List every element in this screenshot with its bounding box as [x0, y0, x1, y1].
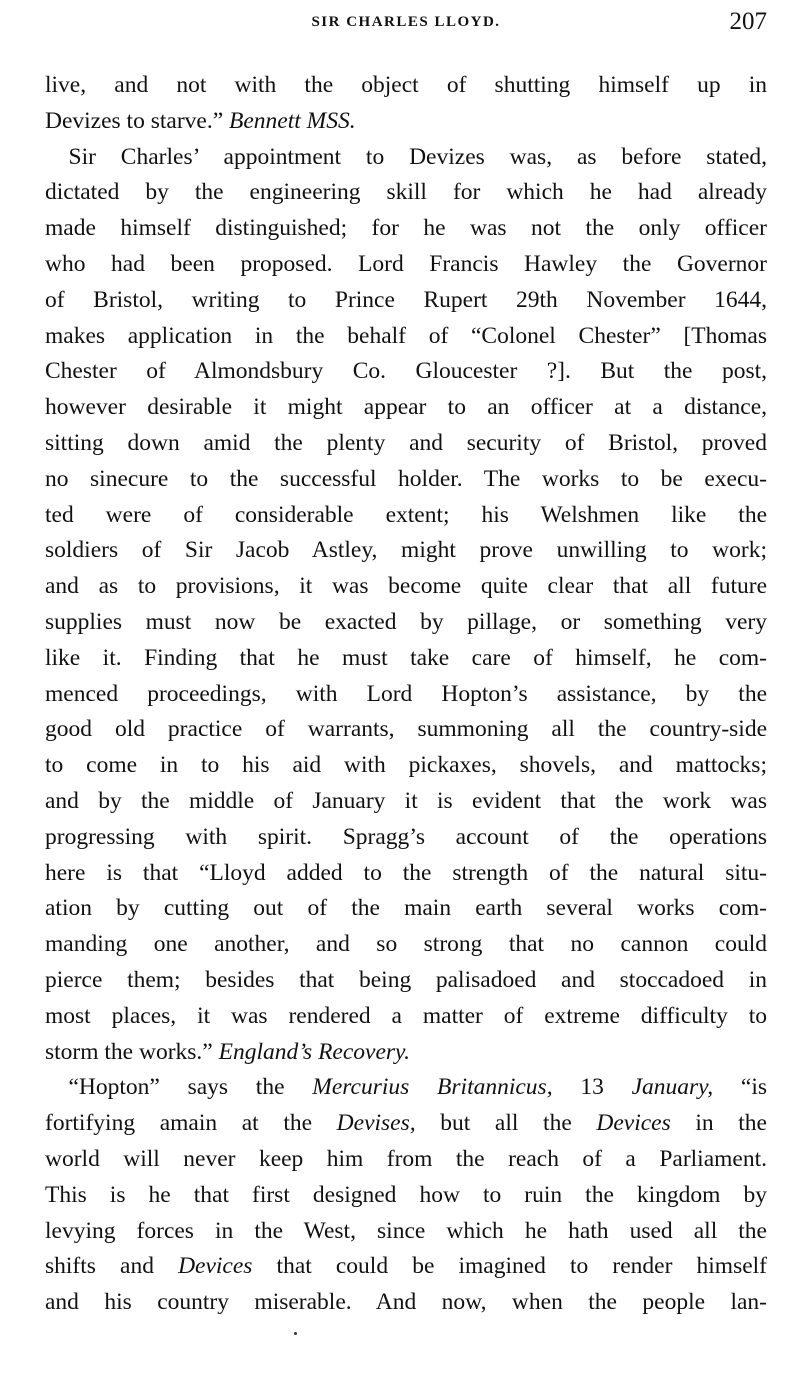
text-segment: soldiers of Sir Jacob Astley, might prove unwilling to work;	[45, 537, 767, 564]
italic-text: England’s Recovery.	[218, 1038, 411, 1065]
text-line	[45, 104, 767, 140]
text-line	[45, 462, 767, 498]
text-line	[45, 605, 767, 641]
text-segment: that could be imagined to render himself	[252, 1253, 767, 1280]
italic-text: Bennett MSS.	[229, 107, 356, 134]
text-line	[45, 999, 767, 1035]
text-line	[45, 1070, 767, 1106]
text-segment: and as to provisions, it was become quite clear that all future	[45, 573, 767, 600]
text-segment: to come in to his aid with pickaxes, shovels, and mattocks;	[45, 752, 767, 779]
text-line	[45, 712, 767, 748]
text-line	[45, 498, 767, 534]
text-line	[45, 68, 767, 104]
text-segment: Sir Charles’ appointment to Devizes was, as before stated,	[45, 143, 767, 170]
text-line	[45, 247, 767, 283]
text-segment: who had been proposed. Lord Francis Hawley the Governor	[45, 250, 767, 277]
text-line	[45, 1142, 767, 1178]
text-segment: however desirable it might appear to an officer at a distance,	[45, 394, 767, 421]
text-line	[45, 533, 767, 569]
text-line	[45, 641, 767, 677]
text-segment: in the	[670, 1110, 767, 1137]
text-line	[45, 748, 767, 784]
text-segment: pierce them; besides that being palisadoed and stoccadoed in	[45, 966, 767, 993]
text-line	[45, 140, 767, 176]
text-line	[45, 175, 767, 211]
body-text	[45, 68, 767, 1321]
text-segment: “is	[713, 1074, 767, 1101]
text-segment: ation by cutting out of the main earth several works com-	[45, 895, 767, 922]
text-line	[45, 426, 767, 462]
text-line	[45, 1178, 767, 1214]
text-segment: and by the middle of January it is evident that the work was	[45, 787, 767, 814]
page-header	[45, 8, 767, 38]
page-number: 207	[729, 8, 767, 35]
italic-text: Devices	[596, 1110, 671, 1137]
text-segment: here is that “Lloyd added to the strength of the natural situ-	[45, 859, 767, 886]
text-segment: Devizes to starve.”	[45, 107, 230, 134]
text-segment: manding one another, and so strong that no cannon could	[45, 931, 767, 958]
text-segment: progressing with spirit. Spragg’s account of the operations	[45, 823, 767, 850]
running-title: SIR CHARLES LLOYD.	[311, 14, 501, 30]
text-line	[45, 569, 767, 605]
text-line	[45, 784, 767, 820]
text-line	[45, 891, 767, 927]
text-segment: sitting down amid the plenty and security of Bristol, proved	[45, 429, 767, 456]
text-segment: shifts and	[45, 1253, 179, 1280]
text-line	[45, 927, 767, 963]
text-segment: of Bristol, writing to Prince Rupert 29th November 1644,	[45, 286, 767, 313]
text-line	[45, 963, 767, 999]
text-line	[45, 1035, 767, 1071]
text-segment: world will never keep him from the reach of a Parliament.	[45, 1145, 767, 1172]
italic-text: Mercurius Britannicus,	[312, 1074, 553, 1101]
text-segment: menced proceedings, with Lord Hopton’s assistance, by the	[45, 680, 767, 707]
text-segment: levying forces in the West, since which he hath used all the	[45, 1217, 767, 1244]
text-line	[45, 820, 767, 856]
text-line	[45, 354, 767, 390]
text-segment: dictated by the engineering skill for which he had already	[45, 179, 767, 206]
text-segment: fortifying amain at the	[45, 1110, 337, 1137]
text-segment: no sinecure to the successful holder. The works to be execu-	[45, 465, 767, 492]
italic-text: January,	[631, 1074, 714, 1101]
text-segment: 13	[552, 1074, 632, 1101]
text-segment: supplies must now be exacted by pillage, or something very	[45, 608, 767, 635]
text-line	[45, 1214, 767, 1250]
text-segment: most places, it was rendered a matter of extreme difficulty to	[45, 1002, 767, 1029]
text-segment: This is he that first designed how to ruin the kingdom by	[45, 1181, 767, 1208]
text-line	[45, 856, 767, 892]
text-segment: made himself distinguished; for he was not the only officer	[45, 215, 767, 242]
text-line	[45, 1285, 767, 1321]
text-line	[45, 283, 767, 319]
text-line	[45, 390, 767, 426]
text-line	[45, 677, 767, 713]
italic-text: Devises,	[336, 1110, 416, 1137]
text-segment: live, and not with the object of shutting himself up in	[45, 72, 767, 98]
text-segment: like it. Finding that he must take care of himself, he com-	[45, 644, 767, 671]
text-segment: storm the works.”	[45, 1038, 219, 1065]
text-line	[45, 1249, 767, 1285]
text-segment: ted were of considerable extent; his Welshmen like the	[45, 501, 767, 528]
text-segment: and his country miserable. And now, when the people lan-	[45, 1289, 767, 1316]
text-segment: makes application in the behalf of “Colonel Chester” [Thomas	[45, 322, 767, 349]
text-segment: Chester of Almondsbury Co. Gloucester ?]. But the post,	[45, 358, 767, 385]
text-line	[45, 1106, 767, 1142]
text-line	[45, 211, 767, 247]
ink-speck	[294, 1332, 297, 1335]
text-line	[45, 319, 767, 355]
italic-text: Devices	[178, 1253, 253, 1280]
text-segment: “Hopton” says the	[45, 1074, 313, 1101]
text-segment: good old practice of warrants, summoning all the country-side	[45, 716, 767, 743]
text-segment: but all the	[415, 1110, 597, 1137]
